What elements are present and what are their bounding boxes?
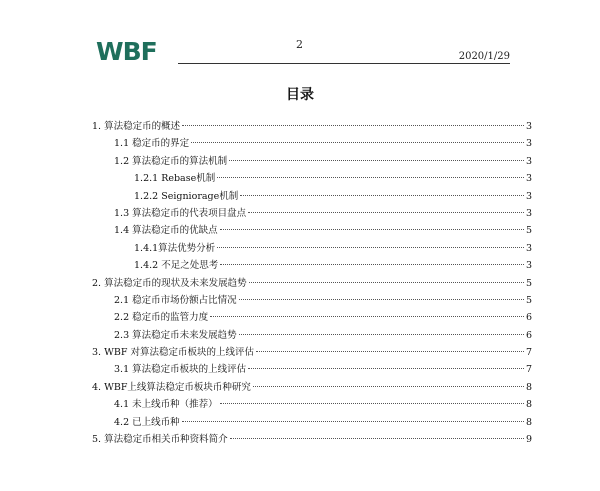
toc-entry-page: 3 <box>525 207 532 219</box>
toc-entry[interactable] <box>80 309 532 326</box>
toc-entry[interactable] <box>80 361 532 378</box>
toc-entry-page: 3 <box>525 121 532 132</box>
toc-entry[interactable] <box>80 327 532 344</box>
toc-entry-label: 4. WBF上线算法稳定币板块币种研究 <box>92 381 251 393</box>
page-number: 2 <box>296 38 303 51</box>
toc-entry-label: 3.1 算法稳定币板块的上线评估 <box>114 364 247 376</box>
toc-dot-leader <box>240 195 524 196</box>
toc-entry-page: 3 <box>525 190 532 202</box>
toc-entry[interactable] <box>80 240 532 257</box>
toc-entry-label: 5. 算法稳定币相关币种资料简介 <box>92 434 228 446</box>
toc-entry-page: 3 <box>525 173 532 185</box>
toc-entry[interactable] <box>80 135 532 152</box>
toc-entry-label: 2.3 算法稳定币未来发展趋势 <box>114 329 237 341</box>
toc-dot-leader <box>217 247 524 248</box>
toc-entry-label: 4.2 已上线币种 <box>114 416 180 428</box>
toc-entry-label: 1.1 稳定币的界定 <box>114 138 190 150</box>
toc-dot-leader <box>230 438 524 439</box>
toc-entry-label: 3. WBF 对算法稳定币板块的上线评估 <box>92 347 254 359</box>
toc-entry[interactable] <box>80 396 532 413</box>
toc-entry-label: 2. 算法稳定币的现状及未来发展趋势 <box>92 277 247 289</box>
toc-entry[interactable] <box>80 188 532 205</box>
toc-entry-label: 1.3 算法稳定币的代表项目盘点 <box>114 207 247 219</box>
toc-dot-leader <box>182 421 524 422</box>
toc-entry-page: 6 <box>525 312 532 324</box>
toc-dot-leader <box>191 142 524 143</box>
toc-dot-leader <box>210 316 524 317</box>
toc-dot-leader <box>239 334 524 335</box>
toc-dot-leader <box>217 177 524 178</box>
toc-entry-page: 3 <box>525 260 532 272</box>
toc-entry-label: 4.1 未上线币种（推荐） <box>114 399 218 411</box>
toc-entry[interactable] <box>80 205 532 222</box>
toc-dot-leader <box>229 160 524 161</box>
toc-entry-label: 1.4.1算法优势分析 <box>134 242 216 254</box>
wbf-logo: WBF <box>96 37 157 66</box>
toc-entry[interactable] <box>80 170 532 187</box>
toc-entry[interactable] <box>80 414 532 431</box>
toc-entry-page: 8 <box>525 399 532 411</box>
toc-entry-page: 5 <box>525 225 532 237</box>
header-divider <box>178 63 510 64</box>
toc-entry[interactable] <box>80 275 532 292</box>
toc-dot-leader <box>220 229 524 230</box>
toc-dot-leader <box>248 368 524 369</box>
toc-entry-label: 1.4.2 不足之处思考 <box>134 260 219 272</box>
toc-entry-page: 7 <box>525 364 532 376</box>
toc-entry-page: 3 <box>525 155 532 167</box>
toc-entry[interactable] <box>80 344 532 361</box>
toc-dot-leader <box>220 264 524 265</box>
toc-entry-label: 1.2 算法稳定币的算法机制 <box>114 155 228 167</box>
toc-entry-page: 6 <box>525 329 532 341</box>
toc-entry-label: 1.2.2 Seigniorage机制 <box>134 190 239 202</box>
toc-entry[interactable] <box>80 379 532 396</box>
toc-entry-page: 7 <box>525 347 532 359</box>
toc-entry-page: 8 <box>525 416 532 428</box>
toc-title: 目录 <box>286 87 314 103</box>
toc-entry[interactable] <box>80 292 532 309</box>
toc-entry[interactable] <box>80 222 532 239</box>
toc-dot-leader <box>256 351 524 352</box>
table-of-contents <box>80 118 532 448</box>
toc-entry-page: 3 <box>525 138 532 150</box>
toc-entry-label: 1.4 算法稳定币的优缺点 <box>114 225 218 237</box>
toc-entry-page: 5 <box>525 294 532 306</box>
header-date: 2020/1/29 <box>458 51 510 62</box>
toc-dot-leader <box>239 299 524 300</box>
toc-entry-page: 8 <box>525 381 532 393</box>
toc-entry-page: 9 <box>525 434 532 446</box>
toc-dot-leader <box>248 212 524 213</box>
toc-entry-page: 3 <box>525 242 532 254</box>
toc-dot-leader <box>182 125 524 126</box>
toc-entry[interactable] <box>80 257 532 274</box>
toc-entry[interactable] <box>80 153 532 170</box>
toc-entry-label: 2.2 稳定币的监管力度 <box>114 312 209 324</box>
toc-entry-page: 5 <box>525 277 532 289</box>
toc-dot-leader <box>253 386 524 387</box>
toc-entry-label: 1. 算法稳定币的概述 <box>92 121 181 132</box>
toc-dot-leader <box>249 282 524 283</box>
toc-entry[interactable] <box>80 431 532 448</box>
toc-entry-label: 1.2.1 Rebase机制 <box>134 173 216 185</box>
toc-entry[interactable] <box>80 118 532 135</box>
page-header <box>0 0 600 70</box>
toc-dot-leader <box>220 403 524 404</box>
toc-entry-label: 2.1 稳定币市场份额占比情况 <box>114 294 237 306</box>
